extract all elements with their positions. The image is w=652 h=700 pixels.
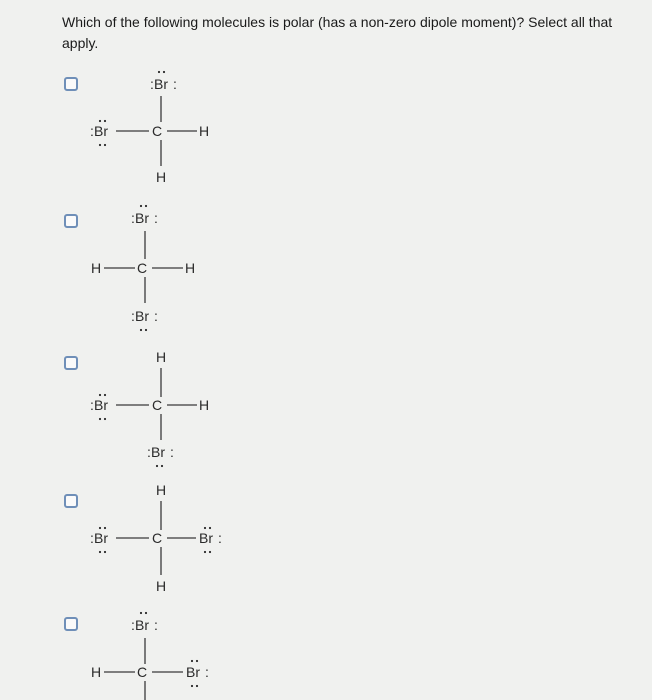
- option-4-atom-right: Br: [199, 530, 213, 546]
- option-2-atom-left: H: [91, 260, 102, 276]
- option-1-atom-left: Br: [94, 123, 108, 139]
- option-5-atom-top: Br: [135, 617, 149, 633]
- option-1-atom-bottom: H: [156, 169, 167, 185]
- option-4-atom-left: Br: [94, 530, 108, 546]
- option-4-atom-bottom: H: [156, 578, 167, 594]
- option-5-molecule: [91, 612, 209, 700]
- option-3-atom-center: C: [152, 397, 163, 413]
- option-3-atom-right: H: [199, 397, 210, 413]
- dot-pair: :: [90, 123, 94, 139]
- option-4-atom-top: H: [156, 482, 167, 498]
- option-1-atom-top: Br: [154, 76, 168, 92]
- question-text: Which of the following molecules is polar (has a non-zero dipole moment)? Select all that apply.: [62, 14, 613, 51]
- dot-pair: :: [90, 397, 94, 413]
- dot-pair: :: [131, 617, 135, 633]
- option-2-atom-top: Br: [135, 210, 149, 226]
- option-2-atom-bottom: Br: [135, 308, 149, 324]
- option-2-atom-center: C: [137, 260, 148, 276]
- option-5-atom-center: C: [137, 664, 148, 680]
- dot-pair: :: [90, 530, 94, 546]
- dot-pair: :: [150, 76, 154, 92]
- option-5-atom-right: Br: [186, 664, 200, 680]
- dot-pair: :: [131, 308, 135, 324]
- dot-pair: :: [173, 76, 177, 92]
- option-3-molecule: [90, 349, 209, 467]
- dot-pair: :: [218, 530, 222, 546]
- option-1-atom-right: H: [199, 123, 210, 139]
- dot-pair: :: [154, 308, 158, 324]
- dot-pair: :: [147, 444, 151, 460]
- option-1-atom-center: C: [152, 123, 163, 139]
- option-4-atom-center: C: [152, 530, 163, 546]
- option-1-molecule: [90, 71, 209, 185]
- option-2-molecule: [91, 205, 195, 331]
- dot-pair: :: [154, 210, 158, 226]
- dot-pair: :: [131, 210, 135, 226]
- dot-pair: :: [154, 617, 158, 633]
- option-3-atom-left: Br: [94, 397, 108, 413]
- option-5-atom-left: H: [91, 664, 102, 680]
- option-4-molecule: [90, 482, 222, 594]
- option-3-atom-top: H: [156, 349, 167, 365]
- option-3-atom-bottom: Br: [151, 444, 165, 460]
- dot-pair: :: [170, 444, 174, 460]
- dot-pair: :: [205, 664, 209, 680]
- option-2-atom-right: H: [185, 260, 196, 276]
